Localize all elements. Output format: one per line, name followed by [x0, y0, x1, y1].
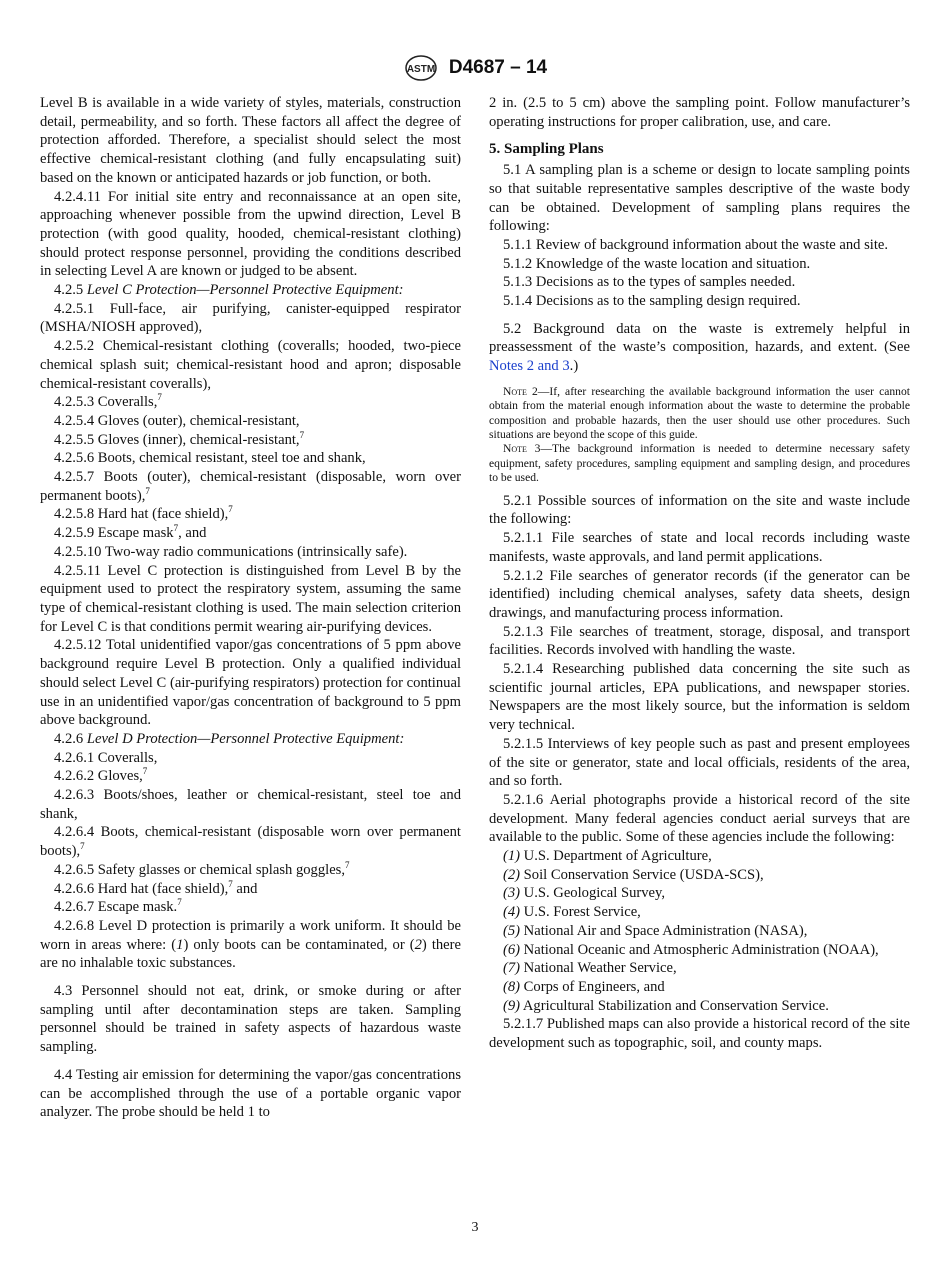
- text-segment: 5.1.4 Decisions as to the sampling design required.: [503, 293, 801, 310]
- text-segment: 4.2.6.6 Hard hat (face shield),: [54, 880, 229, 897]
- text-segment: National Air and Space Administration (NASA),: [520, 922, 808, 939]
- text-segment: 5.2.1.3 File searches of treatment, storage, disposal, and transport facilities. Records involved with handling the waste.: [489, 623, 910, 659]
- text-segment: (1): [503, 848, 521, 865]
- text-segment: 4.2.5.7 Boots (outer), chemical-resistant (disposable, worn over permanent boots),: [40, 469, 461, 504]
- text-segment: (2): [503, 866, 521, 883]
- paragraph: [489, 1015, 910, 1052]
- text-segment: 4.2.4.11 For initial site entry and reconnaissance at an open site, approaching whenever possible from the upwind direction, Level B protection (with good quality, hooded, chemical-resistant clothing) should protect response personnel, providing the conditions described in selecting Level A are known or judged to be absent.: [40, 188, 461, 280]
- text-segment: 5.2.1.5 Interviews of key people such as past and present employees of the site or generator, state and local officials, residents of the area, and so forth.: [489, 735, 910, 790]
- paragraph: [489, 161, 910, 236]
- text-segment: 4.2.5.3 Coveralls,: [54, 394, 158, 411]
- footnote-marker: 7: [228, 878, 233, 889]
- paragraph: [40, 767, 461, 786]
- text-segment: 5. Sampling Plans: [489, 141, 604, 158]
- text-segment: Note: [503, 384, 527, 398]
- text-segment: National Oceanic and Atmospheric Administration (NOAA),: [520, 941, 879, 958]
- text-segment: 4.2.5.1 Full-face, air purifying, canister-equipped respirator (MSHA/NIOSH approved),: [40, 300, 461, 336]
- text-segment: 5.2.1.7 Published maps can also provide a historical record of the site development such as topographic, soil, and county maps.: [489, 1016, 910, 1052]
- section-heading: [489, 140, 910, 159]
- text-segment: 4.2.5.5 Gloves (inner), chemical-resistant,: [54, 431, 300, 448]
- paragraph: [40, 562, 461, 637]
- text-segment: 4.2.6.7 Escape mask.: [54, 899, 178, 916]
- paragraph: [40, 880, 461, 899]
- paragraph: [489, 866, 910, 885]
- paragraph: [489, 735, 910, 791]
- paragraph: [40, 636, 461, 730]
- paragraph: [489, 492, 910, 529]
- paragraph: [40, 188, 461, 282]
- text-segment: 5.2.1.1 File searches of state and local records including waste manifests, waste approvals, and land permit applications.: [489, 530, 910, 565]
- text-segment: 4.2.6.4 Boots, chemical-resistant (disposable worn over permanent boots),: [40, 824, 461, 860]
- paragraph: [489, 320, 910, 376]
- text-segment: 4.2.5.10 Two-way radio communications (intrinsically safe).: [54, 543, 408, 560]
- text-segment: Level C Protection—Personnel Protective Equipment:: [86, 282, 404, 299]
- text-segment: 1: [176, 936, 184, 953]
- paragraph: [40, 898, 461, 917]
- paragraph: [489, 273, 910, 292]
- text-segment: 4.2.6.8 Level D protection is primarily a work uniform. It should be worn in areas where: (: [40, 917, 461, 953]
- text-segment: (8): [503, 978, 521, 995]
- text-segment: 5.1.3 Decisions as to the types of samples needed.: [503, 274, 796, 291]
- paragraph: [489, 236, 910, 255]
- text-segment: U.S. Geological Survey,: [520, 885, 665, 902]
- paragraph: [40, 1066, 461, 1122]
- text-segment: 4.2.6.2 Gloves,: [54, 768, 143, 785]
- paragraph: [40, 431, 461, 450]
- text-segment: ) there are no inhalable toxic substances.: [40, 936, 461, 972]
- text-segment: 4.2.5: [54, 282, 87, 299]
- paragraph: [40, 94, 461, 188]
- text-segment: 4.2.5.12 Total unidentified vapor/gas concentrations of 5 ppm above background require Level B protection. Only a qualified individual should select Level C (air-purifying respirators) protection for continual use in an unidentified vapor/gas concentration of background to 5 ppm above background.: [40, 637, 461, 729]
- text-segment: 4.2.6.3 Boots/shoes, leather or chemical-resistant, steel toe and shank,: [40, 787, 461, 822]
- page-header: [0, 54, 950, 82]
- note: [489, 442, 910, 485]
- text-segment: 5.2 Background data on the waste is extremely helpful in preassessment of the waste’s composition, hazards, and extent. (See: [489, 320, 910, 356]
- note: [489, 385, 910, 443]
- footnote-marker: 7: [80, 841, 85, 852]
- text-segment: 5.2.1.6 Aerial photographs provide a historical record of the site development. Many federal agencies conduct aerial surveys that are available to the public. Some of these agencies include the following:: [489, 791, 910, 846]
- paragraph: [40, 337, 461, 393]
- text-segment: 4.3 Personnel should not eat, drink, or smoke during or after sampling until after decontamination steps are taken. Sampling personnel should be trained in safety aspects of hazardous waste sampling.: [40, 983, 461, 1056]
- svg-text:ASTM: ASTM: [406, 64, 436, 75]
- text-segment: Soil Conservation Service (USDA-SCS),: [520, 866, 764, 883]
- text-segment: 4.2.5.8 Hard hat (face shield),: [54, 506, 229, 523]
- paragraph: [489, 791, 910, 847]
- text-segment: Note: [503, 442, 527, 456]
- paragraph: [489, 978, 910, 997]
- paragraph: [40, 861, 461, 880]
- text-segment: 4.2.6.1 Coveralls,: [54, 749, 158, 766]
- text-segment: Agricultural Stabilization and Conservation Service.: [520, 997, 829, 1014]
- text-segment: and: [232, 880, 258, 897]
- text-segment: , and: [178, 525, 207, 542]
- page-number: 3: [471, 1220, 479, 1235]
- text-segment: 4.2.5.6 Boots, chemical resistant, steel toe and shank,: [54, 450, 366, 467]
- footnote-marker: 7: [228, 504, 233, 515]
- paragraph: [489, 567, 910, 623]
- standard-designation: D4687 – 14: [448, 57, 548, 78]
- note-reference-link[interactable]: Notes 2 and 3: [489, 358, 570, 375]
- paragraph: [40, 749, 461, 768]
- paragraph: [40, 412, 461, 431]
- paragraph: [489, 847, 910, 866]
- paragraph: [489, 660, 910, 735]
- paragraph: [40, 524, 461, 543]
- text-segment: 2: [414, 936, 422, 953]
- text-segment: 4.2.6: [54, 730, 87, 747]
- left-column: [40, 94, 461, 1122]
- footnote-marker: 7: [345, 859, 350, 870]
- text-segment: 5.1.2 Knowledge of the waste location and situation.: [503, 255, 811, 272]
- paragraph: [489, 94, 910, 131]
- paragraph: [40, 449, 461, 468]
- text-segment: (6): [503, 941, 521, 958]
- paragraph: [40, 917, 461, 973]
- paragraph: [489, 922, 910, 941]
- paragraph: [40, 730, 461, 749]
- text-segment: 5.2.1.2 File searches of generator records (if the generator can be identified) including chemical analyses, safety data sheets, design drawings, and manufacturing process information.: [489, 567, 910, 621]
- text-segment: (4): [503, 904, 521, 921]
- text-segment: (5): [503, 922, 521, 939]
- paragraph: [40, 543, 461, 562]
- footnote-marker: 7: [299, 429, 305, 440]
- paragraph: [489, 959, 910, 978]
- text-segment: 4.2.6.5 Safety glasses or chemical splash goggles,: [54, 861, 346, 878]
- text-segment: ) only boots can be contaminated, or (: [183, 936, 415, 953]
- text-segment: 2—If, after researching the available background information the user cannot obtain from the material enough information about the waste to determine the probable composition and probable hazards, then the user should use other procedures. Such situations are beyond the scope of this guide.: [489, 384, 910, 442]
- paragraph: [489, 884, 910, 903]
- text-segment: 4.4 Testing air emission for determining the vapor/gas concentrations can be accomplished through the use of a portable organic vapor analyzer. The probe should be held 1 to: [40, 1066, 461, 1121]
- text-segment: 3—The background information is needed to determine necessary safety equipment, safety procedures, sampling equipment and sampling design, and procedures to be used.: [489, 442, 910, 485]
- paragraph: [40, 281, 461, 300]
- text-segment: Corps of Engineers, and: [520, 978, 665, 995]
- text-segment: 5.2.1.4 Researching published data concerning the site such as scientific journal articles, EPA publications, and newspaper stories. Newspapers are the most likely source, but the information is seldom very technical.: [489, 661, 910, 734]
- text-segment: U.S. Forest Service,: [520, 904, 641, 921]
- text-segment: (7): [503, 960, 521, 977]
- text-segment: U.S. Department of Agriculture,: [520, 848, 712, 865]
- text-segment: (9): [503, 997, 521, 1014]
- text-segment: 4.2.5.11 Level C protection is distinguished from Level B by the equipment used to protect the respiratory system, assuming the same type of chemical-resistant clothing is used. The main selection criterion for Level C is that conditions permit wearing air-purifying devices.: [40, 562, 461, 635]
- footnote-marker: 7: [157, 392, 162, 403]
- text-segment: 5.1 A sampling plan is a scheme or design to locate sampling points so that suitable representative samples descriptive of the waste body can be obtained. Development of sampling plans requires the following:: [489, 162, 910, 235]
- paragraph: [40, 823, 461, 860]
- text-segment: Level D Protection—Personnel Protective Equipment:: [86, 730, 405, 747]
- paragraph: [40, 982, 461, 1057]
- footnote-marker: 7: [173, 523, 179, 534]
- paragraph: [40, 468, 461, 505]
- paragraph: [489, 623, 910, 660]
- paragraph: [40, 786, 461, 823]
- text-segment: 5.2.1 Possible sources of information on the site and waste include the following:: [489, 492, 910, 528]
- paragraph: [489, 941, 910, 960]
- paragraph: [489, 292, 910, 311]
- paragraph: [489, 529, 910, 566]
- text-segment: National Weather Service,: [520, 960, 677, 977]
- astm-logo-icon: [403, 54, 439, 82]
- paragraph: [489, 255, 910, 274]
- paragraph: [489, 997, 910, 1016]
- text-segment: 4.2.5.9 Escape mask: [54, 525, 174, 542]
- text-segment: 4.2.5.2 Chemical-resistant clothing (coveralls; hooded, two-piece chemical splash suit; chemical-resistant hood and apron; disposable chemical-resistant coveralls),: [40, 338, 461, 392]
- paragraph: [40, 393, 461, 412]
- text-segment: .): [569, 358, 579, 375]
- footnote-marker: 7: [177, 897, 182, 908]
- paragraph: [40, 505, 461, 524]
- text-segment: 5.1.1 Review of background information about the waste and site.: [503, 236, 889, 253]
- text-segment: Level B is available in a wide variety of styles, materials, construction detail, permeability, and so forth. These factors all affect the degree of protection afforded. Therefore, a specialist should select the most effective chemical-resistant clothing (and fully encapsulating suit) based on the known or anticipated hazards or job function, or both.: [40, 95, 461, 186]
- footnote-marker: 7: [142, 766, 148, 777]
- right-column: [489, 94, 910, 1053]
- text-segment: 4.2.5.4 Gloves (outer), chemical-resistant,: [54, 412, 300, 429]
- paragraph: [489, 903, 910, 922]
- paragraph: [40, 300, 461, 337]
- footnote-marker: 7: [145, 485, 150, 496]
- text-segment: 2 in. (2.5 to 5 cm) above the sampling point. Follow manufacturer’s operating instructions for proper calibration, use, and care.: [489, 95, 910, 130]
- text-segment: (3): [503, 885, 521, 902]
